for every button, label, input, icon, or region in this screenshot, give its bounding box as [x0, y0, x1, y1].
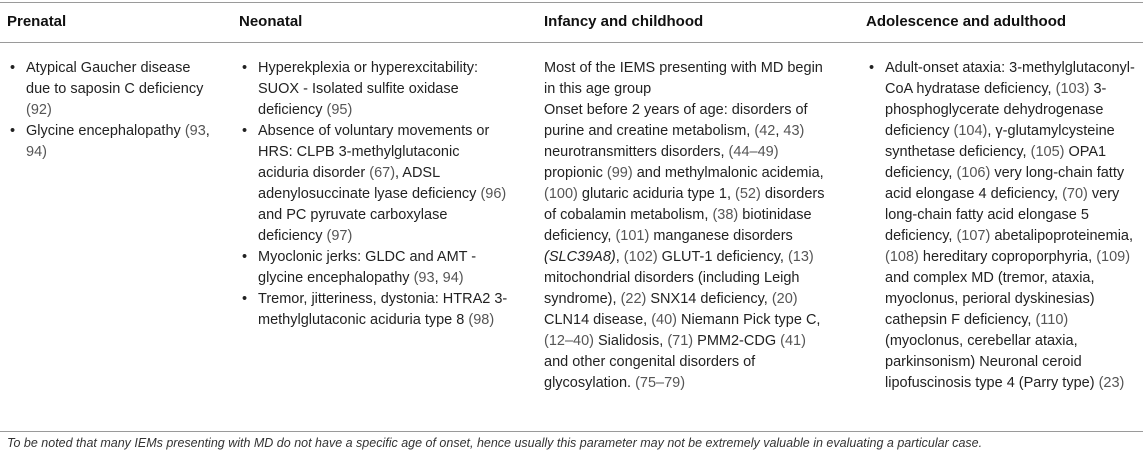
- reference-link[interactable]: (22): [620, 291, 647, 307]
- reference-link[interactable]: (110): [1035, 312, 1069, 328]
- reference-link[interactable]: (95): [326, 102, 353, 118]
- gene-name: (SLC39A8): [544, 249, 616, 265]
- infancy-details: Onset before 2 years of age: disorders of purine and creatine metabolism, (42, 43) neurotransmitters disorders, (44–49) propionic (99) and methylmalonic acidemia, (100) glutaric aciduria type 1, (52) disorders of cobalamin metabolism, (38) biotinidase deficiency, (101) manganese disorders (SLC39A8), (102) GLUT-1 deficiency, (13) mitochondrial disorders (including Leigh syndrome), (22) SNX14 deficiency, (20) CLN14 disease, (40) Niemann Pick type C, (12–40) Sialidosis, (71) PMM2-CDG (41) and other congenital disorders of glycosylation. (75–79): [544, 102, 825, 391]
- reference-link[interactable]: (99): [606, 165, 633, 181]
- list-item: • Myoclonic jerks: GLDC and AMT - glycine encephalopathy (93, 94): [239, 247, 514, 289]
- reference-link[interactable]: (92): [26, 102, 52, 118]
- reference-link[interactable]: (41): [780, 333, 806, 349]
- reference-link[interactable]: (106): [956, 165, 991, 181]
- reference-link[interactable]: (13): [787, 249, 814, 265]
- reference-link[interactable]: (103): [1055, 81, 1090, 97]
- adolescence-list: [866, 58, 1136, 394]
- header-adolescence-adulthood: Adolescence and adulthood: [866, 13, 1067, 30]
- reference-link[interactable]: 43): [783, 123, 805, 139]
- reference-link[interactable]: (38): [712, 207, 739, 223]
- reference-link[interactable]: 94): [26, 144, 47, 160]
- adolescence-adulthood-cell: [866, 58, 1136, 394]
- reference-link[interactable]: (75–79): [635, 375, 686, 391]
- neonatal-cell: [239, 58, 514, 331]
- reference-link[interactable]: (102): [623, 249, 658, 265]
- table-footnote: To be noted that many IEMs presenting with MD do not have a specific age of onset, hence usually this parameter may not be extremely valuable in evaluating a particular case.: [7, 436, 983, 450]
- reference-link[interactable]: (105): [1030, 144, 1065, 160]
- header-prenatal: Prenatal: [7, 13, 67, 30]
- reference-link[interactable]: (44–49): [728, 144, 779, 160]
- reference-link[interactable]: (93: [413, 270, 435, 286]
- table-top-rule: [0, 2, 1143, 3]
- reference-link[interactable]: 94): [442, 270, 464, 286]
- reference-link[interactable]: (93: [184, 123, 206, 139]
- reference-link[interactable]: (71): [667, 333, 694, 349]
- table-bottom-rule: [0, 431, 1143, 432]
- reference-link[interactable]: (104): [953, 123, 988, 139]
- reference-link[interactable]: (67): [369, 165, 396, 181]
- list-item: • Absence of voluntary movements or HRS: CLPB 3-methylglutaconic aciduria disorder (67), ADSL adenylosuccinate lyase deficiency (96) and PC pyruvate carboxylase deficiency (97): [239, 121, 514, 247]
- reference-link[interactable]: (42: [754, 123, 776, 139]
- list-item: • Adult-onset ataxia: 3-methylglutaconyl-CoA hydratase deficiency, (103) 3-phosphoglycerate dehydrogenase deficiency (104), γ-glutamylcysteine synthetase deficiency, (105) OPA1 deficiency, (106) very long-chain fatty acid elongase 4 deficiency, (70) very long-chain fatty acid elongase 5 deficiency, (107) abetalipoproteinemia, (108) hereditary coproporphyria, (109) and complex MD (tremor, ataxia, myoclonus, perioral dyskinesias) cathepsin F deficiency, (110) (myoclonus, cerebellar ataxia, parkinsonism) Neuronal ceroid lipofuscinosis type 4 (Parry type) (23): [866, 58, 1136, 394]
- reference-link[interactable]: (108): [885, 249, 919, 265]
- prenatal-cell: [7, 58, 217, 163]
- reference-link[interactable]: (109): [1096, 249, 1131, 265]
- reference-link[interactable]: (100): [544, 186, 578, 202]
- infancy-childhood-cell: [544, 58, 834, 394]
- prenatal-list: [7, 58, 217, 163]
- reference-link[interactable]: (101): [615, 228, 650, 244]
- header-rule: [0, 42, 1143, 43]
- reference-link[interactable]: (70): [1062, 186, 1088, 202]
- reference-link[interactable]: (12–40): [544, 333, 594, 349]
- list-item: • Tremor, jitteriness, dystonia: HTRA2 3-methylglutaconic aciduria type 8 (98): [239, 289, 514, 331]
- reference-link[interactable]: (20): [771, 291, 798, 307]
- reference-link[interactable]: (23): [1098, 375, 1125, 391]
- infancy-intro: Most of the IEMS presenting with MD begin in this age group: [544, 60, 823, 97]
- reference-link[interactable]: (96): [480, 186, 507, 202]
- header-neonatal: Neonatal: [239, 13, 303, 30]
- list-item: • Hyperekplexia or hyperexcitability: SUOX - Isolated sulfite oxidase deficiency (95): [239, 58, 514, 121]
- header-infancy-childhood: Infancy and childhood: [544, 13, 704, 30]
- reference-link[interactable]: (52): [735, 186, 761, 202]
- neonatal-list: [239, 58, 514, 331]
- reference-link[interactable]: (40): [651, 312, 677, 328]
- reference-link[interactable]: (97): [326, 228, 353, 244]
- reference-link[interactable]: (98): [468, 312, 495, 328]
- list-item: • Atypical Gaucher disease due to saposin C deficiency (92): [7, 58, 217, 121]
- reference-link[interactable]: (107): [956, 228, 991, 244]
- list-item: • Glycine encephalopathy (93, 94): [7, 121, 217, 163]
